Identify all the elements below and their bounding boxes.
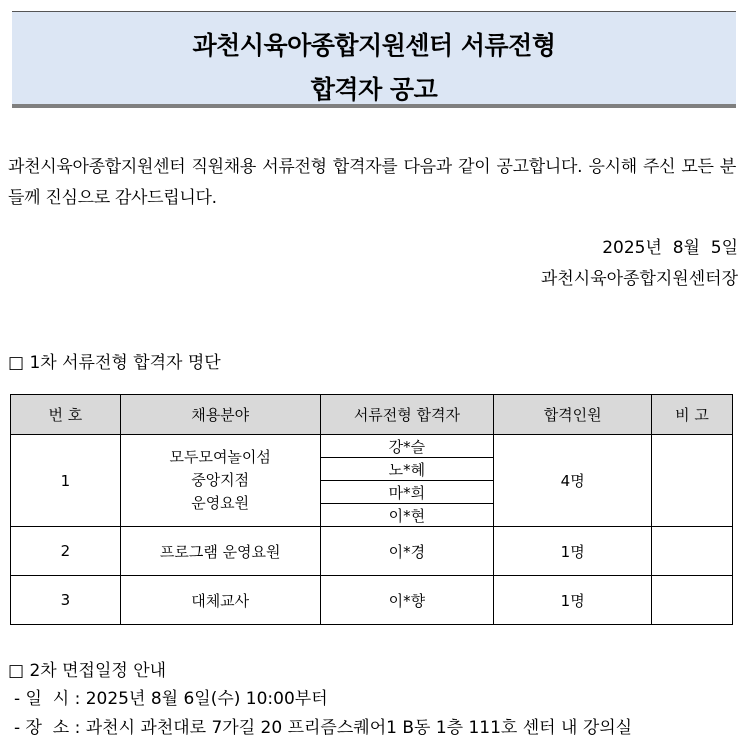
row-number: 2 [11,527,121,576]
passer-name: 이*향 [320,576,494,625]
passer-name: 노*혜 [320,458,494,481]
issuer-name: 과천시육아종합지원센터장 [540,269,738,289]
table-row [11,576,733,625]
row-count: 1명 [494,527,652,576]
interview-time: - 일 시 : 2025년 8월 6일(수) 10:00부터 [14,689,328,709]
passer-name: 마*희 [320,481,494,504]
page-subtitle: 합격자 공고 [310,75,438,104]
row-field: 프로그램 운영요원 [120,527,320,576]
section-heading-interview: □ 2차 면접일정 안내 [8,661,167,681]
results-table [10,394,733,625]
row-count: 4명 [494,435,652,527]
page-title: 과천시육아종합지원센터 서류전형 [192,31,556,60]
section-heading-results: □ 1차 서류전형 합격자 명단 [8,353,221,373]
row-number: 1 [11,435,121,527]
table-row [11,527,733,576]
row-count: 1명 [494,576,652,625]
field-line: 중앙지점 [191,471,250,489]
header-field: 채용분야 [120,395,320,435]
field-line: 운영요원 [191,494,250,512]
row-note [652,435,733,527]
field-line: 모두모여놀이섬 [169,448,271,466]
row-field: 대체교사 [120,576,320,625]
intro-paragraph: 과천시육아종합지원센터 직원채용 서류전형 합격자를 다음과 같이 공고합니다. 응시해 주신 모든 분들께 진심으로 감사드립니다. [8,157,736,208]
table-row [11,435,733,458]
table-header-row [11,395,733,435]
row-note [652,527,733,576]
header-passers: 서류전형 합격자 [320,395,494,435]
passer-name: 이*현 [320,504,494,527]
row-number: 3 [11,576,121,625]
header-number: 번 호 [11,395,121,435]
passer-name: 강*슬 [320,435,494,458]
interview-place: - 장 소 : 과천시 과천대로 7가길 20 프리즘스퀘어1 B동 1층 111호 센터 내 강의실 [14,718,633,738]
title-banner [12,11,736,108]
header-note: 비 고 [652,395,733,435]
row-note [652,576,733,625]
row-field [120,435,320,527]
announcement-date: 2025년 8월 5일 [602,238,738,258]
header-count: 합격인원 [494,395,652,435]
passer-name: 이*경 [320,527,494,576]
